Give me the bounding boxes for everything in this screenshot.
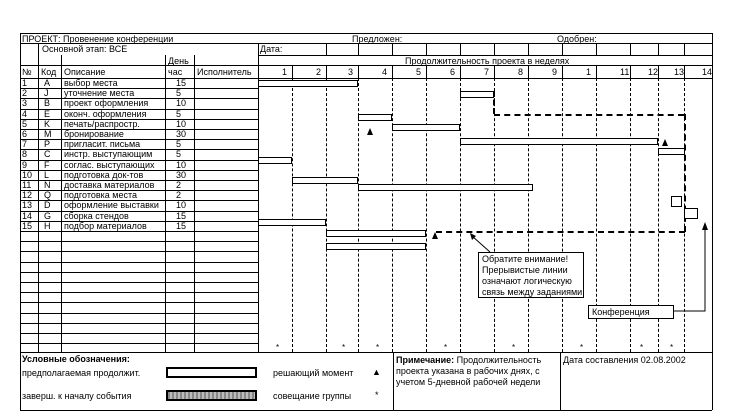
footer-divider-2: [560, 352, 561, 410]
task-days: 15: [176, 221, 187, 231]
legend-title: Условные обозначения:: [22, 354, 130, 364]
task-desc: сборка стендов: [64, 211, 129, 221]
callout-box: [478, 252, 584, 298]
meeting-mark: *: [640, 343, 644, 352]
date-label: Дата:: [260, 44, 283, 54]
week-col-line-4: [392, 65, 393, 78]
week-col-line-10: [596, 65, 597, 78]
legend-bar-sample: [166, 367, 257, 378]
week-grid-line-4: [392, 78, 393, 352]
task-code: E: [44, 109, 51, 119]
task-code: K: [44, 119, 51, 129]
task-code: D: [44, 200, 51, 210]
conference-box: [588, 305, 674, 319]
row-line-18: [20, 272, 258, 273]
week-col-line-12: [658, 65, 659, 78]
week-grid-line-2: [326, 78, 327, 352]
task-days: 5: [176, 139, 182, 149]
link-dash-1: [494, 114, 684, 116]
legend-decision-symbol: ▲: [372, 367, 381, 377]
week-col-line-7: [494, 65, 495, 78]
task-num: 2: [22, 88, 28, 98]
date-tick-3: [426, 43, 427, 55]
task-days: 15: [176, 211, 187, 221]
duration-title: Продолжительность проекта в неделях: [405, 56, 570, 66]
decision-marker-3: [432, 232, 438, 239]
row-line-22: [20, 313, 258, 314]
week-label-11: 11: [620, 67, 630, 77]
task-num: 5: [22, 119, 28, 129]
col-days-top: День: [168, 56, 189, 66]
task-num: 7: [22, 139, 28, 149]
link-dash-4: [493, 91, 495, 114]
task-days: 10: [176, 200, 187, 210]
task-desc: печать/распростр.: [64, 119, 140, 129]
bar-A: [258, 80, 358, 87]
task-code: A: [44, 78, 51, 88]
frame-right: [712, 33, 713, 410]
task-num: 1: [22, 78, 28, 88]
approved-label: Одобрен:: [557, 34, 597, 44]
task-days: 10: [176, 98, 187, 108]
date-tick-1: [358, 43, 359, 55]
meeting-mark: *: [376, 343, 380, 352]
task-code: F: [44, 160, 50, 170]
week-col-line-2: [326, 65, 327, 78]
row-line-25: [20, 343, 258, 344]
task-days: 2: [176, 180, 182, 190]
row-line-24: [20, 333, 258, 334]
table-row: [20, 201, 258, 211]
task-num: 14: [22, 211, 33, 221]
task-desc: соглас. выступающих: [64, 160, 155, 170]
task-desc: проект оформления: [64, 98, 149, 108]
meeting-mark: *: [342, 343, 346, 352]
row-line-17: [20, 262, 258, 263]
legend-finish-start: заверш. к началу события: [22, 391, 132, 401]
week-label-3: 3: [348, 67, 354, 77]
proposed-label: Предложен:: [352, 34, 403, 44]
legend-meeting: совещание группы: [273, 391, 352, 401]
row-line-23: [20, 323, 258, 324]
task-num: 15: [22, 221, 33, 231]
header-line-3: [20, 65, 712, 66]
table-row: [20, 181, 258, 191]
week-col-line-9: [562, 65, 563, 78]
week-col-line-13: [684, 65, 685, 78]
bar-H: [326, 243, 426, 250]
task-desc: бронирование: [64, 129, 124, 139]
row-line-19: [20, 282, 258, 283]
link-dash-3: [436, 231, 685, 233]
task-num: 11: [22, 180, 32, 190]
col-num: №: [22, 67, 32, 77]
compiled-date: Дата составления 02.08.2002: [563, 355, 686, 365]
task-desc: уточнение места: [64, 88, 135, 98]
week-label-2: 2: [316, 67, 322, 77]
legend-expected: предполагаемая продолжит.: [22, 368, 141, 378]
main-stage-label: Основной этап: ВСЕ: [42, 44, 128, 54]
week-grid-line-8: [528, 78, 529, 352]
legend-finish-sample: [166, 390, 257, 401]
week-col-line-5: [426, 65, 427, 78]
decision-marker-2: [662, 139, 668, 146]
legend-decision: решающий момент: [273, 368, 354, 378]
callout-line-4: связь между заданиями: [482, 287, 583, 297]
week-label-1: 1: [282, 67, 288, 77]
week-grid-line-1: [292, 78, 293, 352]
task-num: 3: [22, 98, 28, 108]
note-text-2: проекта указана в рабочих днях, с: [396, 366, 540, 376]
task-days: 2: [176, 190, 182, 200]
date-tick-7: [562, 43, 563, 55]
frame-bottom: [20, 410, 712, 411]
week-label-6: 6: [450, 67, 456, 77]
col-executor: Исполнитель: [197, 67, 252, 77]
task-desc: подготовка док-тов: [64, 170, 144, 180]
callout-line-2: Прерывистые линии: [482, 265, 568, 275]
task-code: J: [44, 88, 49, 98]
task-days: 5: [176, 149, 182, 159]
meeting-mark: *: [512, 343, 516, 352]
task-desc: подготовка места: [64, 190, 137, 200]
table-row: [20, 79, 258, 89]
task-code: B: [44, 98, 51, 108]
col-line-chart: [258, 43, 259, 352]
week-label-10: 1: [586, 67, 592, 77]
task-code: C: [44, 149, 51, 159]
date-tick-5: [494, 43, 495, 55]
week-col-line-3: [358, 65, 359, 78]
conf-box-2: [684, 208, 698, 219]
legend-meeting-symbol: *: [375, 390, 379, 400]
note-line-1: [396, 356, 541, 365]
bar-K: [392, 124, 460, 131]
week-label-4: 4: [382, 67, 388, 77]
bar-J: [460, 91, 494, 98]
callout-line-3: означают логическую: [482, 276, 572, 286]
table-row: [20, 120, 258, 130]
date-tick-6: [528, 43, 529, 55]
bar-F: [292, 177, 358, 184]
task-days: 10: [176, 119, 187, 129]
col-code: Код: [41, 67, 57, 77]
bar-G: [326, 230, 426, 237]
conference-label: Конференция: [592, 307, 650, 317]
date-tick-8: [596, 43, 597, 55]
note-text-1: Продолжительность: [454, 355, 542, 365]
footer-divider-1: [393, 352, 394, 410]
week-grid-line-5: [426, 78, 427, 352]
task-num: 6: [22, 129, 28, 139]
date-tick-4: [460, 43, 461, 55]
week-grid-line-9: [562, 78, 563, 352]
row-line-20: [20, 292, 258, 293]
week-grid-line-6: [460, 78, 461, 352]
bar-M: [460, 138, 658, 145]
task-code: G: [44, 211, 52, 221]
date-tick-10: [658, 43, 659, 55]
bar-E: [358, 114, 392, 121]
decision-marker-1: [367, 128, 373, 135]
task-code: N: [44, 180, 51, 190]
week-col-line-8: [528, 65, 529, 78]
callout-line-1: Обратите внимание!: [482, 254, 569, 264]
task-days: 5: [176, 88, 182, 98]
task-code: Q: [44, 190, 52, 200]
note-label: Примечание:: [396, 355, 455, 365]
week-label-13: 13: [674, 67, 685, 77]
task-desc: оконч. оформления: [64, 109, 147, 119]
meeting-mark: *: [276, 343, 280, 352]
row-line-16: [20, 251, 258, 252]
task-desc: выбор места: [64, 78, 118, 88]
date-tick-9: [630, 43, 631, 55]
table-row: [20, 222, 258, 232]
col-desc: Описание: [64, 67, 106, 77]
note-text-3: учетом 5-дневной рабочей недели: [396, 377, 541, 387]
bar-D: [258, 219, 326, 226]
week-col-line-6: [460, 65, 461, 78]
task-days: 10: [176, 160, 187, 170]
task-days: 30: [176, 129, 187, 139]
week-label-12: 12: [648, 67, 659, 77]
meeting-mark: *: [670, 343, 674, 352]
bar-L: [358, 184, 533, 191]
task-days: 5: [176, 109, 182, 119]
task-code: M: [44, 129, 52, 139]
date-tick-0: [326, 43, 327, 55]
task-days: 15: [176, 78, 187, 88]
table-row: [20, 99, 258, 109]
task-num: 8: [22, 149, 28, 159]
task-num: 4: [22, 109, 28, 119]
task-num: 12: [22, 190, 33, 200]
week-col-line-11: [630, 65, 631, 78]
task-num: 9: [22, 160, 28, 170]
week-label-8: 8: [518, 67, 524, 77]
week-label-9: 9: [552, 67, 558, 77]
week-grid-line-7: [494, 78, 495, 352]
task-desc: подбор материалов: [64, 221, 147, 231]
date-tick-2: [392, 43, 393, 55]
table-row: [20, 150, 258, 160]
week-label-7: 7: [484, 67, 490, 77]
task-desc: пригласит. письма: [64, 139, 141, 149]
project-title: ПРОЕКТ: Провенение конференции: [22, 34, 174, 44]
task-desc: оформление выставки: [64, 200, 159, 210]
week-col-line-1: [292, 65, 293, 78]
week-label-5: 5: [416, 67, 422, 77]
task-code: L: [44, 170, 50, 180]
task-num: 13: [22, 200, 33, 210]
meeting-mark: *: [444, 343, 448, 352]
bar-P: [658, 148, 685, 155]
task-code: H: [44, 221, 51, 231]
meeting-mark: *: [580, 343, 584, 352]
task-desc: инстр. выступающим: [64, 149, 153, 159]
task-code: P: [44, 139, 51, 149]
week-label-14: 14: [702, 67, 713, 77]
date-tick-11: [684, 43, 685, 55]
task-num: 10: [22, 170, 33, 180]
col-days-bottom: час: [168, 67, 183, 77]
bar-C: [258, 157, 292, 164]
legend-top: [20, 352, 712, 353]
task-days: 30: [176, 170, 187, 180]
task-desc: доставка материалов: [64, 180, 155, 190]
row-line-21: [20, 302, 258, 303]
row-line-15: [20, 241, 258, 242]
conf-box-1: [671, 196, 682, 207]
